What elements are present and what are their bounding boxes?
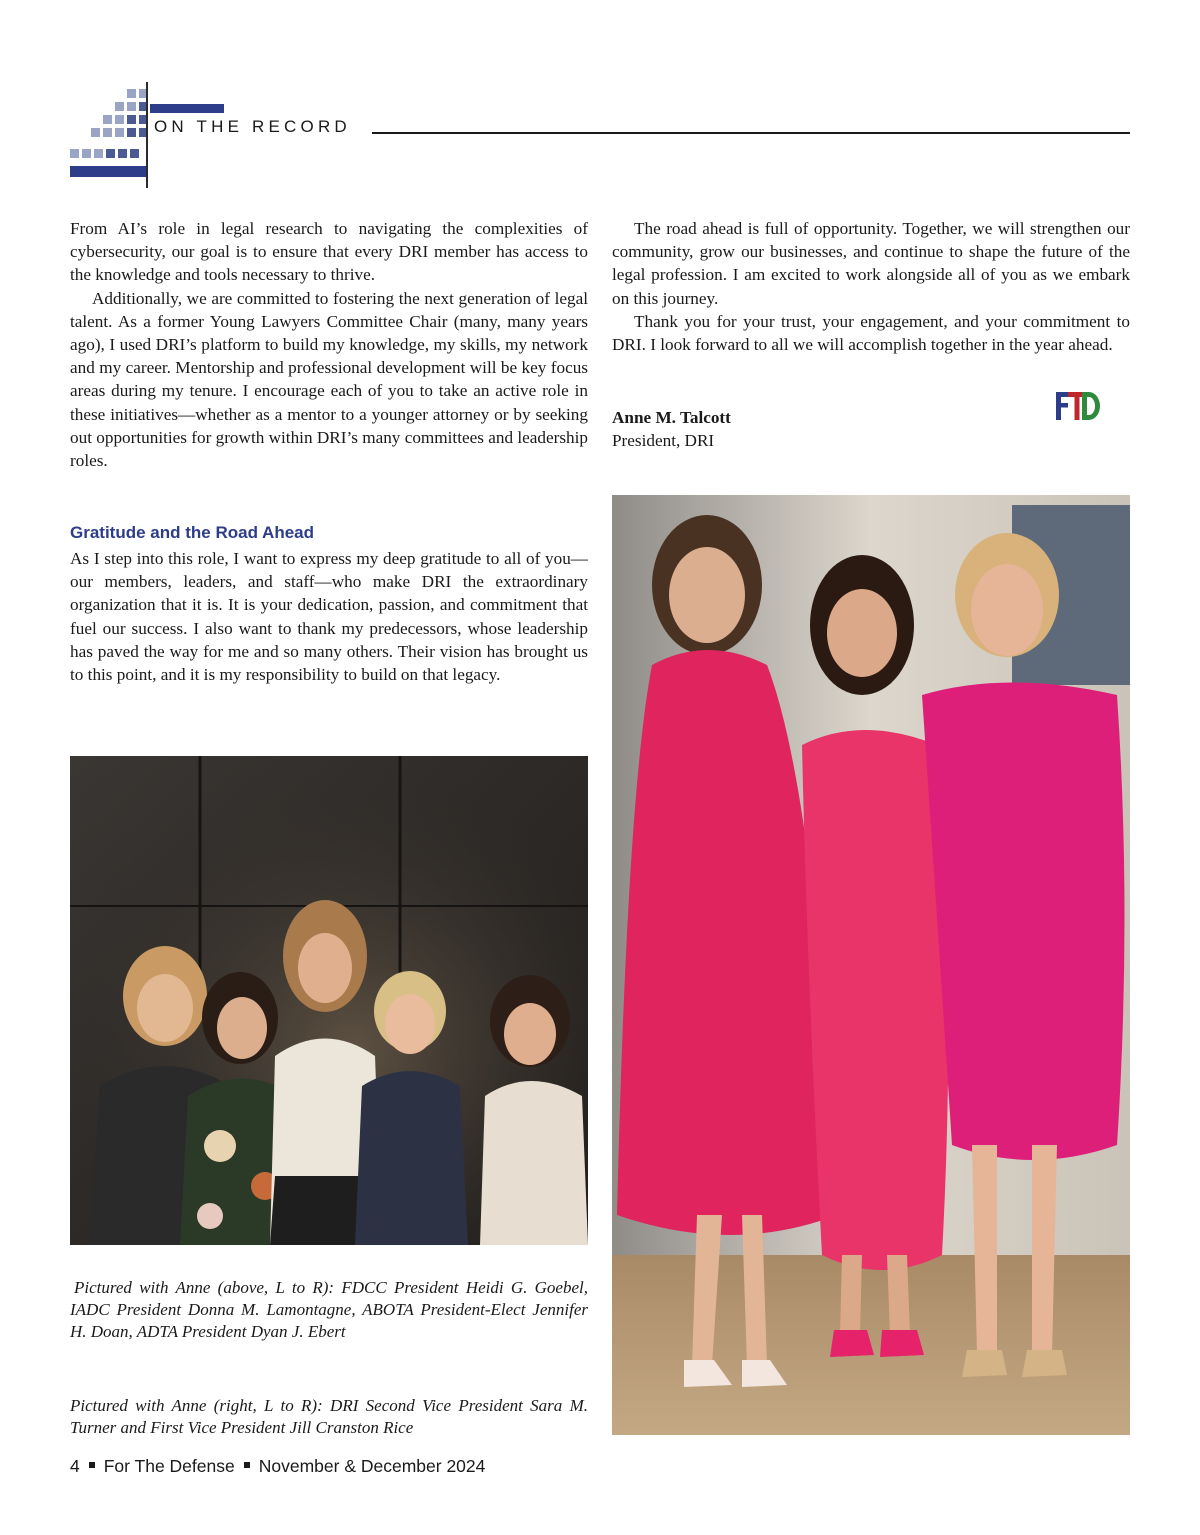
photo-caption-above: Pictured with Anne (above, L to R): FDCC President Heidi G. Goebel, IADC President Donna M. Lamontagne, ABOTA President-Elect Jennifer H. Doan, ADTA President Dyan J. Ebert xyxy=(70,1278,588,1341)
header-accent-bar-bottom xyxy=(70,166,146,177)
bullet-separator xyxy=(244,1462,250,1468)
issue-date: November & December 2024 xyxy=(258,1456,486,1476)
header-rule xyxy=(372,132,1130,134)
group-photo-five xyxy=(70,756,588,1245)
page-footer xyxy=(70,1456,485,1477)
paragraph: Thank you for your trust, your engagement, and your commitment to DRI. I look forward to all we will accomplish together in the year ahead. xyxy=(612,311,1130,355)
header-accent-bar xyxy=(150,104,224,113)
signature-name: Anne M. Talcott xyxy=(612,408,731,427)
signature-block xyxy=(612,406,731,452)
publication-name: For The Defense xyxy=(103,1456,235,1476)
left-column xyxy=(70,217,588,472)
group-photo-three xyxy=(612,495,1130,1435)
section-label: ON THE RECORD xyxy=(154,117,351,136)
paragraph: From AI’s role in legal research to navigating the complexities of cybersecurity, our goal is to ensure that every DRI member has access to the knowledge and tools necessary to thrive. xyxy=(70,219,588,285)
signature-title: President, DRI xyxy=(612,431,715,450)
right-column xyxy=(612,217,1130,356)
ftd-logo-icon xyxy=(1056,390,1100,422)
header-vertical-rule xyxy=(146,82,148,188)
photo-caption-right: Pictured with Anne (right, L to R): DRI Second Vice President Sara M. Turner and First Vice President Jill Cranston Rice xyxy=(70,1396,588,1437)
page-number: 4 xyxy=(70,1456,80,1476)
bullet-separator xyxy=(89,1462,95,1468)
paragraph: As I step into this role, I want to express my deep gratitude to all of you—our members, leaders, and staff—who make DRI the extraordinary organization that it is. It is your dedication, passion, and commitment that fuel our success. I also want to thank my predecessors, whose leadership has paved the way for me and so many others. Their vision has brought us to this point, and it is my responsibility to build on that legacy. xyxy=(70,549,588,685)
section-subhead: Gratitude and the Road Ahead xyxy=(70,523,315,542)
paragraph: Additionally, we are committed to fostering the next generation of legal talent. As a former Young Lawyers Committee Chair (many, many years ago), I used DRI’s platform to build my knowledge, my skills, my network and my career. Mentorship and professional development will be key focus areas during my tenure. I encourage each of you to take an active role in these initiatives—whether as a mentor to a younger attorney or by seeking out opportunities for growth within DRI’s many committees and leadership roles. xyxy=(70,288,588,471)
left-column-section xyxy=(70,547,588,686)
paragraph: The road ahead is full of opportunity. Together, we will strengthen our community, grow our businesses, and continue to shape the future of the legal profession. I am excited to work alongside all of you as we embark on this journey. xyxy=(612,219,1130,308)
